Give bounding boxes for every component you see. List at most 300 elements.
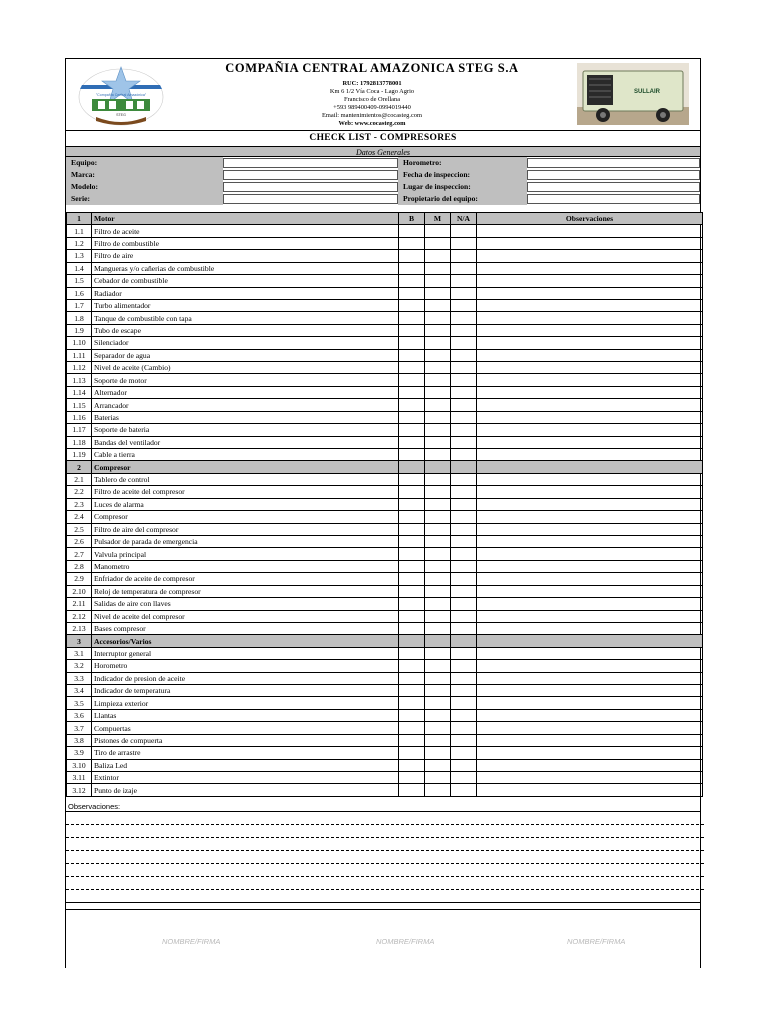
check-b-cell[interactable] <box>399 548 425 560</box>
datos-field-left[interactable] <box>223 182 398 192</box>
item-label: Bases compresor <box>92 622 399 634</box>
check-na-cell[interactable] <box>451 535 477 547</box>
check-m-cell[interactable] <box>425 548 451 560</box>
check-m-cell[interactable] <box>425 560 451 572</box>
check-na-cell[interactable] <box>451 386 477 398</box>
check-m-cell[interactable] <box>425 722 451 734</box>
check-na-cell[interactable] <box>451 759 477 771</box>
check-na-cell[interactable] <box>451 523 477 535</box>
check-m-cell[interactable] <box>425 337 451 349</box>
observation-cell[interactable] <box>477 722 703 734</box>
check-b-cell[interactable] <box>399 759 425 771</box>
check-m-cell[interactable] <box>425 734 451 746</box>
check-b-cell[interactable] <box>399 287 425 299</box>
item-number: 2.9 <box>67 573 92 585</box>
item-label: Baterias <box>92 411 399 423</box>
observaciones-line[interactable] <box>66 876 704 877</box>
table-row <box>67 685 703 697</box>
item-number: 3.9 <box>67 747 92 759</box>
check-m-cell[interactable] <box>425 299 451 311</box>
observaciones-line[interactable] <box>66 863 704 864</box>
item-label: Compresor <box>92 511 399 523</box>
datos-field-right[interactable] <box>527 182 700 192</box>
section-title: Motor <box>92 213 399 225</box>
observaciones-line[interactable] <box>66 824 704 825</box>
check-na-cell[interactable] <box>451 511 477 523</box>
check-na-cell[interactable] <box>451 622 477 634</box>
observation-cell[interactable] <box>477 411 703 423</box>
item-number: 1.15 <box>67 399 92 411</box>
section-cell <box>451 635 477 647</box>
checklist-table <box>66 212 703 797</box>
item-label: Radiador <box>92 287 399 299</box>
check-b-cell[interactable] <box>399 734 425 746</box>
table-row <box>67 337 703 349</box>
table-row <box>67 299 703 311</box>
observation-cell[interactable] <box>477 275 703 287</box>
observation-cell[interactable] <box>477 324 703 336</box>
table-row <box>67 486 703 498</box>
check-b-cell[interactable] <box>399 386 425 398</box>
item-number: 1.12 <box>67 362 92 374</box>
check-na-cell[interactable] <box>451 225 477 237</box>
observation-cell[interactable] <box>477 548 703 560</box>
observation-cell[interactable] <box>477 771 703 783</box>
check-b-cell[interactable] <box>399 498 425 510</box>
check-b-cell[interactable] <box>399 747 425 759</box>
check-na-cell[interactable] <box>451 784 477 796</box>
check-b-cell[interactable] <box>399 573 425 585</box>
datos-generales-title: Datos Generales <box>66 146 700 157</box>
check-na-cell[interactable] <box>451 374 477 386</box>
check-na-cell[interactable] <box>451 647 477 659</box>
item-label: Punto de izaje <box>92 784 399 796</box>
check-m-cell[interactable] <box>425 535 451 547</box>
observation-cell[interactable] <box>477 498 703 510</box>
check-na-cell[interactable] <box>451 672 477 684</box>
company-city: Francisco de Orellana <box>343 95 401 103</box>
logo-steg: STEG <box>116 113 126 117</box>
observaciones-line[interactable] <box>66 837 704 838</box>
item-label: Reloj de temperatura de compresor <box>92 585 399 597</box>
check-b-cell[interactable] <box>399 685 425 697</box>
datos-label-left: Equipo: <box>66 157 223 169</box>
item-label: Soporte de bateria <box>92 424 399 436</box>
item-label: Interruptor general <box>92 647 399 659</box>
check-na-cell[interactable] <box>451 598 477 610</box>
check-m-cell[interactable] <box>425 685 451 697</box>
check-na-cell[interactable] <box>451 312 477 324</box>
item-label: Turbo alimentador <box>92 299 399 311</box>
observation-cell[interactable] <box>477 523 703 535</box>
observaciones-line[interactable] <box>66 850 704 851</box>
check-na-cell[interactable] <box>451 560 477 572</box>
item-label: Tiro de arrastre <box>92 747 399 759</box>
observation-cell[interactable] <box>477 610 703 622</box>
check-na-cell[interactable] <box>451 399 477 411</box>
check-b-cell[interactable] <box>399 535 425 547</box>
item-number: 1.6 <box>67 287 92 299</box>
check-m-cell[interactable] <box>425 262 451 274</box>
section-title: Accesorios/Varios <box>92 635 399 647</box>
check-b-cell[interactable] <box>399 424 425 436</box>
observaciones-top-rule <box>66 811 700 812</box>
check-m-cell[interactable] <box>425 349 451 361</box>
table-row <box>67 225 703 237</box>
check-b-cell[interactable] <box>399 225 425 237</box>
item-number: 3.7 <box>67 722 92 734</box>
check-na-cell[interactable] <box>451 498 477 510</box>
table-row <box>67 585 703 597</box>
observation-cell[interactable] <box>477 237 703 249</box>
check-na-cell[interactable] <box>451 411 477 423</box>
observation-cell[interactable] <box>477 449 703 461</box>
item-number: 3.12 <box>67 784 92 796</box>
signature-label-1: NOMBRE/FIRMA <box>162 937 221 946</box>
check-na-cell[interactable] <box>451 771 477 783</box>
item-number: 1.17 <box>67 424 92 436</box>
check-m-cell[interactable] <box>425 573 451 585</box>
check-m-cell[interactable] <box>425 759 451 771</box>
observation-cell[interactable] <box>477 362 703 374</box>
check-m-cell[interactable] <box>425 362 451 374</box>
observation-cell[interactable] <box>477 399 703 411</box>
check-m-cell[interactable] <box>425 622 451 634</box>
observation-cell[interactable] <box>477 511 703 523</box>
column-header-b: B <box>399 213 425 225</box>
section-cell <box>399 461 425 473</box>
check-m-cell[interactable] <box>425 225 451 237</box>
check-na-cell[interactable] <box>451 486 477 498</box>
observation-cell[interactable] <box>477 473 703 485</box>
check-na-cell[interactable] <box>451 473 477 485</box>
observation-cell[interactable] <box>477 535 703 547</box>
check-b-cell[interactable] <box>399 436 425 448</box>
check-b-cell[interactable] <box>399 473 425 485</box>
check-m-cell[interactable] <box>425 324 451 336</box>
observation-cell[interactable] <box>477 349 703 361</box>
check-m-cell[interactable] <box>425 486 451 498</box>
item-label: Filtro de aceite <box>92 225 399 237</box>
table-row <box>67 722 703 734</box>
check-m-cell[interactable] <box>425 250 451 262</box>
check-na-cell[interactable] <box>451 722 477 734</box>
item-number: 2.6 <box>67 535 92 547</box>
check-m-cell[interactable] <box>425 585 451 597</box>
check-m-cell[interactable] <box>425 424 451 436</box>
section-cell <box>425 461 451 473</box>
table-row <box>67 424 703 436</box>
check-b-cell[interactable] <box>399 250 425 262</box>
table-row <box>67 771 703 783</box>
item-number: 3.8 <box>67 734 92 746</box>
check-b-cell[interactable] <box>399 486 425 498</box>
table-row <box>67 647 703 659</box>
datos-field-right[interactable] <box>527 194 700 204</box>
observation-cell[interactable] <box>477 573 703 585</box>
check-m-cell[interactable] <box>425 374 451 386</box>
check-na-cell[interactable] <box>451 287 477 299</box>
check-na-cell[interactable] <box>451 337 477 349</box>
section-cell <box>477 461 703 473</box>
check-na-cell[interactable] <box>451 697 477 709</box>
item-number: 1.10 <box>67 337 92 349</box>
datos-field-right[interactable] <box>527 158 700 168</box>
check-m-cell[interactable] <box>425 237 451 249</box>
check-m-cell[interactable] <box>425 312 451 324</box>
check-b-cell[interactable] <box>399 585 425 597</box>
item-label: Pistones de compuerta <box>92 734 399 746</box>
check-na-cell[interactable] <box>451 299 477 311</box>
table-row <box>67 250 703 262</box>
check-m-cell[interactable] <box>425 275 451 287</box>
item-label: Baliza Led <box>92 759 399 771</box>
observation-cell[interactable] <box>477 250 703 262</box>
table-header-row <box>67 213 703 225</box>
item-label: Indicador de temperatura <box>92 685 399 697</box>
signature-label-2: NOMBRE/FIRMA <box>376 937 435 946</box>
column-header-m: M <box>425 213 451 225</box>
section-row <box>67 461 703 473</box>
item-label: Pulsador de parada de emergencia <box>92 535 399 547</box>
check-b-cell[interactable] <box>399 610 425 622</box>
datos-label-left: Modelo: <box>66 181 223 193</box>
check-m-cell[interactable] <box>425 598 451 610</box>
item-label: Nivel de aceite (Cambio) <box>92 362 399 374</box>
observation-cell[interactable] <box>477 386 703 398</box>
table-row <box>67 598 703 610</box>
company-web: Web: www.cocasteg.com <box>338 119 406 127</box>
check-b-cell[interactable] <box>399 697 425 709</box>
check-na-cell[interactable] <box>451 449 477 461</box>
check-m-cell[interactable] <box>425 287 451 299</box>
check-m-cell[interactable] <box>425 386 451 398</box>
datos-field-left[interactable] <box>223 158 398 168</box>
observation-cell[interactable] <box>477 697 703 709</box>
check-na-cell[interactable] <box>451 436 477 448</box>
check-b-cell[interactable] <box>399 672 425 684</box>
check-b-cell[interactable] <box>399 374 425 386</box>
item-number: 2.11 <box>67 598 92 610</box>
check-b-cell[interactable] <box>399 449 425 461</box>
check-m-cell[interactable] <box>425 771 451 783</box>
section-number: 1 <box>67 213 92 225</box>
item-label: Separador de agua <box>92 349 399 361</box>
item-number: 3.5 <box>67 697 92 709</box>
check-na-cell[interactable] <box>451 237 477 249</box>
datos-field-right[interactable] <box>527 170 700 180</box>
table-row <box>67 660 703 672</box>
check-b-cell[interactable] <box>399 275 425 287</box>
check-b-cell[interactable] <box>399 560 425 572</box>
check-b-cell[interactable] <box>399 722 425 734</box>
table-row <box>67 498 703 510</box>
check-m-cell[interactable] <box>425 610 451 622</box>
check-na-cell[interactable] <box>451 747 477 759</box>
check-na-cell[interactable] <box>451 324 477 336</box>
document-header <box>66 59 700 131</box>
observation-cell[interactable] <box>477 287 703 299</box>
check-b-cell[interactable] <box>399 709 425 721</box>
observation-cell[interactable] <box>477 585 703 597</box>
item-label: Filtro de aire <box>92 250 399 262</box>
check-b-cell[interactable] <box>399 598 425 610</box>
section-number: 2 <box>67 461 92 473</box>
check-na-cell[interactable] <box>451 548 477 560</box>
check-m-cell[interactable] <box>425 784 451 796</box>
section-number: 3 <box>67 635 92 647</box>
item-label: Filtro de aceite del compresor <box>92 486 399 498</box>
company-name: COMPAÑIA CENTRAL AMAZONICA STEG S.A <box>225 61 519 75</box>
check-na-cell[interactable] <box>451 424 477 436</box>
item-label: Salidas de aire con llaves <box>92 598 399 610</box>
item-number: 1.16 <box>67 411 92 423</box>
observation-cell[interactable] <box>477 374 703 386</box>
table-row <box>67 535 703 547</box>
check-na-cell[interactable] <box>451 362 477 374</box>
check-na-cell[interactable] <box>451 262 477 274</box>
observation-cell[interactable] <box>477 598 703 610</box>
check-b-cell[interactable] <box>399 411 425 423</box>
observation-cell[interactable] <box>477 734 703 746</box>
datos-generales <box>66 157 700 205</box>
check-b-cell[interactable] <box>399 784 425 796</box>
check-na-cell[interactable] <box>451 250 477 262</box>
check-m-cell[interactable] <box>425 747 451 759</box>
check-m-cell[interactable] <box>425 511 451 523</box>
table-row <box>67 747 703 759</box>
item-number: 1.5 <box>67 275 92 287</box>
check-m-cell[interactable] <box>425 436 451 448</box>
check-b-cell[interactable] <box>399 523 425 535</box>
table-row <box>67 374 703 386</box>
datos-row <box>66 181 700 193</box>
item-number: 1.2 <box>67 237 92 249</box>
check-m-cell[interactable] <box>425 399 451 411</box>
table-row <box>67 560 703 572</box>
check-b-cell[interactable] <box>399 312 425 324</box>
datos-field-left[interactable] <box>223 170 398 180</box>
observation-cell[interactable] <box>477 660 703 672</box>
check-b-cell[interactable] <box>399 337 425 349</box>
observaciones-line[interactable] <box>66 889 704 890</box>
company-info <box>206 80 538 127</box>
check-b-cell[interactable] <box>399 237 425 249</box>
observation-cell[interactable] <box>477 436 703 448</box>
item-label: Tanque de combustible con tapa <box>92 312 399 324</box>
observation-cell[interactable] <box>477 747 703 759</box>
company-phone: +593 989400409-0994019440 <box>333 103 411 111</box>
item-number: 1.7 <box>67 299 92 311</box>
check-b-cell[interactable] <box>399 660 425 672</box>
check-m-cell[interactable] <box>425 672 451 684</box>
observation-cell[interactable] <box>477 622 703 634</box>
check-m-cell[interactable] <box>425 523 451 535</box>
observation-cell[interactable] <box>477 225 703 237</box>
check-m-cell[interactable] <box>425 660 451 672</box>
company-email: Email: mantenimientos@cocasteg.com <box>322 111 422 119</box>
check-b-cell[interactable] <box>399 349 425 361</box>
item-number: 1.8 <box>67 312 92 324</box>
datos-row <box>66 157 700 169</box>
item-label: Alternador <box>92 386 399 398</box>
table-row <box>67 697 703 709</box>
item-number: 2.13 <box>67 622 92 634</box>
check-b-cell[interactable] <box>399 511 425 523</box>
observaciones-bottom-rule <box>66 902 700 903</box>
item-number: 2.12 <box>67 610 92 622</box>
section-row <box>67 635 703 647</box>
section-title: Compresor <box>92 461 399 473</box>
observation-cell[interactable] <box>477 709 703 721</box>
item-number: 2.5 <box>67 523 92 535</box>
check-b-cell[interactable] <box>399 362 425 374</box>
item-label: Limpieza exterior <box>92 697 399 709</box>
observation-cell[interactable] <box>477 262 703 274</box>
check-na-cell[interactable] <box>451 660 477 672</box>
observation-cell[interactable] <box>477 560 703 572</box>
check-na-cell[interactable] <box>451 734 477 746</box>
check-na-cell[interactable] <box>451 585 477 597</box>
observation-cell[interactable] <box>477 424 703 436</box>
check-b-cell[interactable] <box>399 299 425 311</box>
check-b-cell[interactable] <box>399 324 425 336</box>
check-na-cell[interactable] <box>451 573 477 585</box>
item-number: 3.10 <box>67 759 92 771</box>
item-label: Silenciador <box>92 337 399 349</box>
check-m-cell[interactable] <box>425 411 451 423</box>
check-m-cell[interactable] <box>425 709 451 721</box>
item-number: 3.3 <box>67 672 92 684</box>
table-row <box>67 436 703 448</box>
section-cell <box>399 635 425 647</box>
check-na-cell[interactable] <box>451 610 477 622</box>
check-b-cell[interactable] <box>399 771 425 783</box>
datos-field-left[interactable] <box>223 194 398 204</box>
check-na-cell[interactable] <box>451 685 477 697</box>
check-b-cell[interactable] <box>399 647 425 659</box>
check-m-cell[interactable] <box>425 449 451 461</box>
check-m-cell[interactable] <box>425 647 451 659</box>
table-row <box>67 362 703 374</box>
check-m-cell[interactable] <box>425 697 451 709</box>
check-na-cell[interactable] <box>451 349 477 361</box>
item-label: Extintor <box>92 771 399 783</box>
observation-cell[interactable] <box>477 486 703 498</box>
observation-cell[interactable] <box>477 299 703 311</box>
check-m-cell[interactable] <box>425 473 451 485</box>
check-b-cell[interactable] <box>399 399 425 411</box>
observation-cell[interactable] <box>477 337 703 349</box>
check-na-cell[interactable] <box>451 275 477 287</box>
observation-cell[interactable] <box>477 759 703 771</box>
observation-cell[interactable] <box>477 784 703 796</box>
table-row <box>67 734 703 746</box>
column-header-na: N/A <box>451 213 477 225</box>
observation-cell[interactable] <box>477 312 703 324</box>
check-b-cell[interactable] <box>399 262 425 274</box>
item-label: Arrancador <box>92 399 399 411</box>
check-b-cell[interactable] <box>399 622 425 634</box>
logo-caption: "Compañía Central Amazónica" <box>95 93 147 97</box>
observation-cell[interactable] <box>477 685 703 697</box>
item-number: 2.7 <box>67 548 92 560</box>
check-m-cell[interactable] <box>425 498 451 510</box>
check-na-cell[interactable] <box>451 709 477 721</box>
observation-cell[interactable] <box>477 672 703 684</box>
observation-cell[interactable] <box>477 647 703 659</box>
item-label: Nivel de aceite del compresor <box>92 610 399 622</box>
